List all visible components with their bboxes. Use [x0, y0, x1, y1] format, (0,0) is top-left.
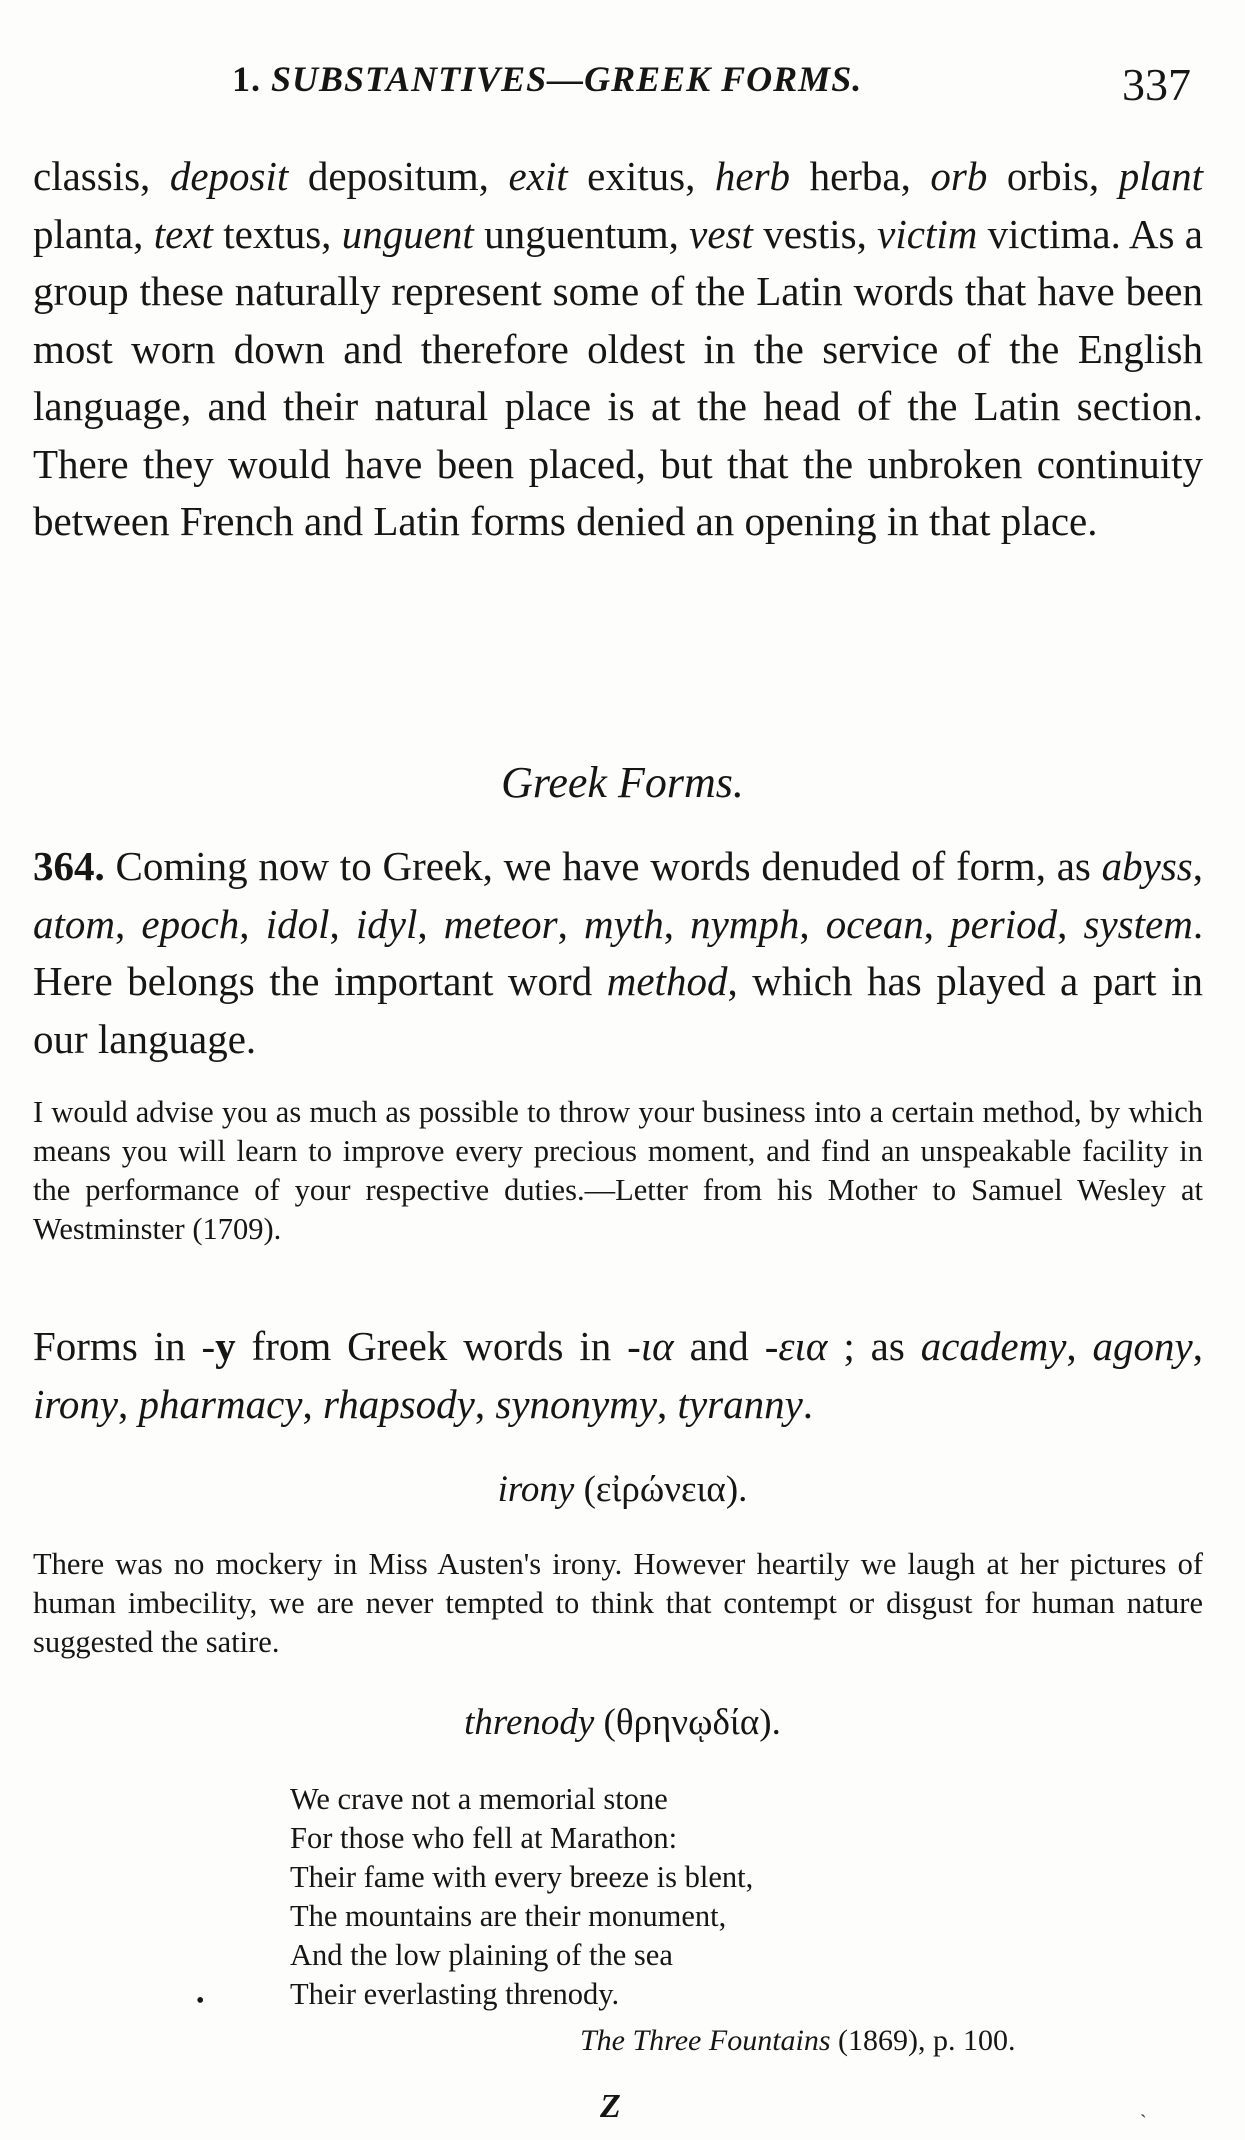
italic-term: idyl: [355, 900, 418, 947]
text-run: ,: [417, 900, 444, 947]
italic-term: method: [606, 958, 728, 1004]
italic-term: victim: [877, 210, 978, 257]
italic-term: academy: [920, 1323, 1067, 1369]
poem-quotation: [290, 1780, 753, 2014]
text-run: ,: [1066, 1323, 1093, 1369]
italic-term: ocean: [825, 900, 924, 947]
signature-mark: Z: [600, 2088, 621, 2125]
italic-term: epoch: [141, 900, 240, 947]
paragraph-latin-section: [33, 148, 1203, 551]
threnody-greek: (θρηνῳδία).: [603, 1702, 781, 1743]
text-run: victima. As a group these naturally represent some of the Latin words that have been most worn down and therefore oldest in the service of the English language, and their natural place is at the head of the Latin section. There they would have been placed, but that the unbroken continuity between French and Latin forms denied an opening in that place.: [33, 210, 1203, 544]
text-run: ,: [799, 900, 826, 947]
source-title: The Three Fountains: [580, 2024, 831, 2057]
poem-line: The mountains are their monument,: [290, 1899, 727, 1933]
italic-term: agony: [1092, 1323, 1193, 1369]
text-run: orbis,: [987, 153, 1119, 199]
italic-term: unguent: [341, 210, 474, 257]
poem-line: Their fame with every breeze is blent,: [290, 1860, 754, 1894]
text-run: classis,: [33, 153, 170, 199]
bold-term: y: [215, 1323, 236, 1369]
running-head-title: SUBSTANTIVES—GREEK FORMS.: [271, 59, 863, 99]
text-run: ,: [118, 1380, 139, 1427]
stray-mark: ˎ: [1140, 2096, 1147, 2118]
text-run: ,: [115, 900, 142, 947]
italic-term: text: [153, 210, 213, 257]
text-run: planta,: [33, 210, 154, 257]
text-run: depositum,: [288, 153, 509, 199]
text-run: ,: [1192, 1323, 1203, 1369]
text-run: ,: [1057, 900, 1084, 947]
text-run: ,: [657, 1380, 678, 1427]
section-heading: Greek Forms.: [501, 758, 744, 807]
italic-term: abyss: [1101, 843, 1193, 889]
paragraph-1: [33, 148, 1203, 551]
text-run: ,: [474, 1380, 496, 1427]
italic-term: nymph: [690, 900, 800, 947]
text-run: ,: [557, 900, 584, 947]
italic-term: irony: [33, 1380, 119, 1427]
threnody-word: threnody: [464, 1702, 595, 1743]
irony-heading: [0, 1468, 1245, 1511]
poem-line: And the low plaining of the sea: [290, 1938, 673, 1972]
italic-term: tyranny: [677, 1380, 803, 1427]
text-run: exitus,: [567, 153, 715, 199]
paragraph-y-forms: [33, 1318, 1203, 1433]
margin-dot: •: [196, 1988, 205, 2014]
poem-line: Their everlasting threnody.: [290, 1977, 620, 2011]
paragraph-greek-forms: [33, 838, 1203, 1068]
italic-term: system: [1083, 900, 1193, 947]
italic-term: -εια: [764, 1323, 828, 1369]
paragraph-3: [33, 1318, 1203, 1433]
italic-term: vest: [689, 210, 753, 257]
poem-source: [580, 2024, 1016, 2058]
text-run: vestis,: [752, 210, 878, 257]
italic-term: period: [950, 900, 1058, 947]
italic-term: atom: [33, 900, 115, 947]
text-run: and: [673, 1323, 765, 1369]
poem-line: For those who fell at Marathon:: [290, 1821, 678, 1855]
italic-term: meteor: [443, 900, 558, 947]
threnody-heading: [0, 1701, 1245, 1744]
text-run: , which has played a part in our language.: [33, 958, 1204, 1062]
italic-term: orb: [930, 153, 988, 199]
poem-line: We crave not a memorial stone: [290, 1782, 668, 1816]
running-head: [232, 58, 862, 100]
italic-term: idol: [265, 900, 330, 947]
bold-term: 364.: [33, 843, 105, 889]
text-run: Forms in -: [33, 1323, 216, 1369]
text-run: textus,: [212, 210, 342, 257]
italic-term: myth: [584, 900, 664, 947]
irony-greek: (εἰρώνεια).: [583, 1469, 748, 1510]
running-header: [0, 52, 1245, 122]
page-number: 337: [1122, 59, 1191, 110]
text-run: ; as: [827, 1323, 921, 1369]
text-run: unguentum,: [473, 210, 690, 257]
paragraph-2: [33, 838, 1203, 1068]
text-run: .: [802, 1380, 814, 1427]
irony-word: irony: [497, 1469, 575, 1510]
italic-term: rhapsody: [323, 1380, 475, 1427]
italic-term: pharmacy: [138, 1380, 303, 1427]
italic-term: deposit: [169, 153, 289, 199]
text-run: ,: [239, 900, 266, 947]
text-run: ,: [663, 900, 691, 947]
text-run: . Here belongs the important word: [33, 900, 1204, 1004]
text-run: ,: [1192, 843, 1203, 889]
text-run: Coming now to Greek, we have words denuded of form, as: [104, 843, 1102, 889]
method-quotation: I would advise you as much as possible to throw your business into a certain method, by which means you will learn to improve every precious moment, and find an unspeakable facility in the performance of your respective duties.—Letter from his Mother to Samuel Wesley at Westminster (1709).: [33, 1095, 1203, 1246]
italic-term: exit: [508, 153, 568, 199]
source-detail: (1869), p. 100.: [830, 2024, 1016, 2057]
text-run: from Greek words in: [235, 1323, 628, 1369]
text-run: ,: [923, 900, 951, 947]
text-run: herba,: [790, 153, 931, 199]
text-run: ,: [302, 1380, 323, 1427]
italic-term: synonymy: [495, 1380, 658, 1427]
text-run: ,: [329, 900, 356, 947]
italic-term: -ια: [627, 1323, 674, 1369]
chapter-number: 1.: [232, 59, 261, 99]
italic-term: herb: [714, 153, 791, 199]
irony-quotation: There was no mockery in Miss Austen's irony. However heartily we laugh at her pictures of human imbecility, we are never tempted to think that contempt or disgust for human nature suggested the satire.: [33, 1547, 1203, 1659]
italic-term: plant: [1118, 153, 1204, 199]
